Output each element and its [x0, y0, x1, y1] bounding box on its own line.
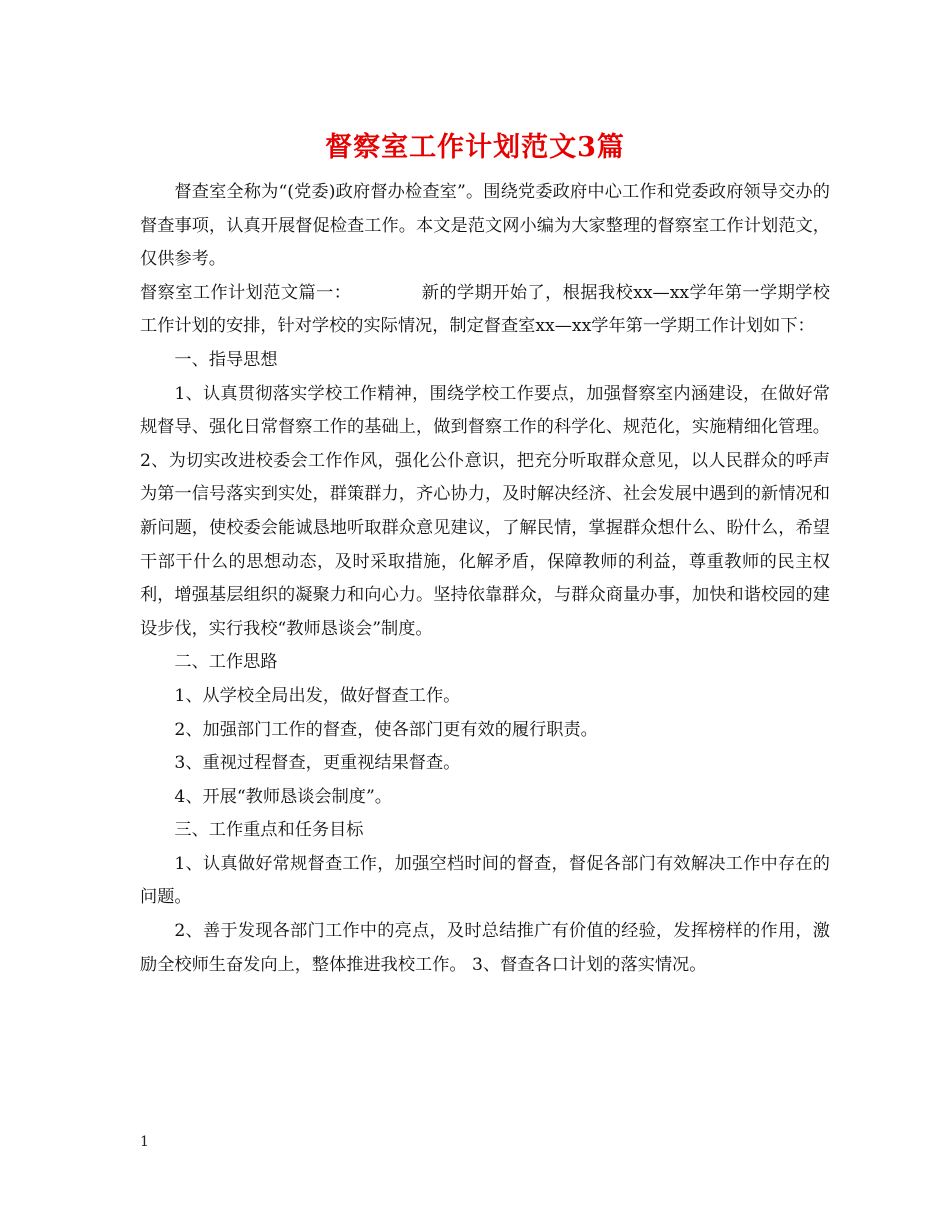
- part1-heading: 督察室工作计划范文篇一：: [140, 282, 352, 303]
- section3-heading: 三、工作重点和任务目标: [174, 820, 364, 841]
- section2-heading: 二、工作思路: [174, 652, 278, 673]
- section2-item: 1、从学校全局出发，做好督查工作。: [174, 685, 461, 706]
- document-body: [140, 176, 830, 982]
- section3-item: 2、善于发现各部门工作中的亮点，及时总结推广有价值的经验，发挥榜样的作用，激励全校师生奋发向上，整体推进我校工作。 3、督查各口计划的落实情况。: [140, 921, 830, 975]
- document-title: 督察室工作计划范文3篇: [325, 132, 625, 163]
- section1-paragraph: 1、认真贯彻落实学校工作精神，围绕学校工作要点，加强督察室内涵建设，在做好常规督导、强化日常督察工作的基础上，做到督察工作的科学化、规范化，实施精细化管理。 2、为切实改进校委会工作作风，强化公仆意识，把充分听取群众意见，以人民群众的呼声为第一信号落实到实处，群策群力，齐心协力，及时解决经济、社会发展中遇到的新情况和新问题，使校委会能诚恳地听取群众意见建议，了解民情，掌握群众想什么、盼什么，希望干部干什么的思想动态，及时采取措施，化解矛盾，保障教师的利益，尊重教师的民主权利，增强基层组织的凝聚力和向心力。坚持依靠群众，与群众商量办事，加快和谐校园的建设步伐，实行我校“教师恳谈会”制度。: [140, 383, 830, 639]
- section3-item: 1、认真做好常规督查工作，加强空档时间的督查，督促各部门有效解决工作中存在的问题。: [140, 853, 830, 908]
- section1-heading: 一、指导思想: [174, 349, 278, 370]
- section2-item: 4、开展“教师恳谈会制度”。: [174, 786, 392, 807]
- section2-item: 2、加强部门工作的督查，使各部门更有效的履行职责。: [174, 719, 598, 740]
- page-number: 1: [140, 1134, 149, 1150]
- intro-paragraph: 督查室全称为“(党委)政府督办检查室”。围绕党委政府中心工作和党委政府领导交办的督查事项，认真开展督促检查工作。本文是范文网小编为大家整理的督察室工作计划范文，仅供参考。: [140, 182, 830, 270]
- part1-text: 新的学期开始了，根据我校xx—xx学年第一学期学校工作计划的安排，针对学校的实际情况，制定督查室xx—xx学年第一学期工作计划如下：: [140, 282, 830, 337]
- part1-paragraph: [140, 277, 830, 344]
- section2-item: 3、重视过程督查，更重视结果督查。: [174, 753, 461, 774]
